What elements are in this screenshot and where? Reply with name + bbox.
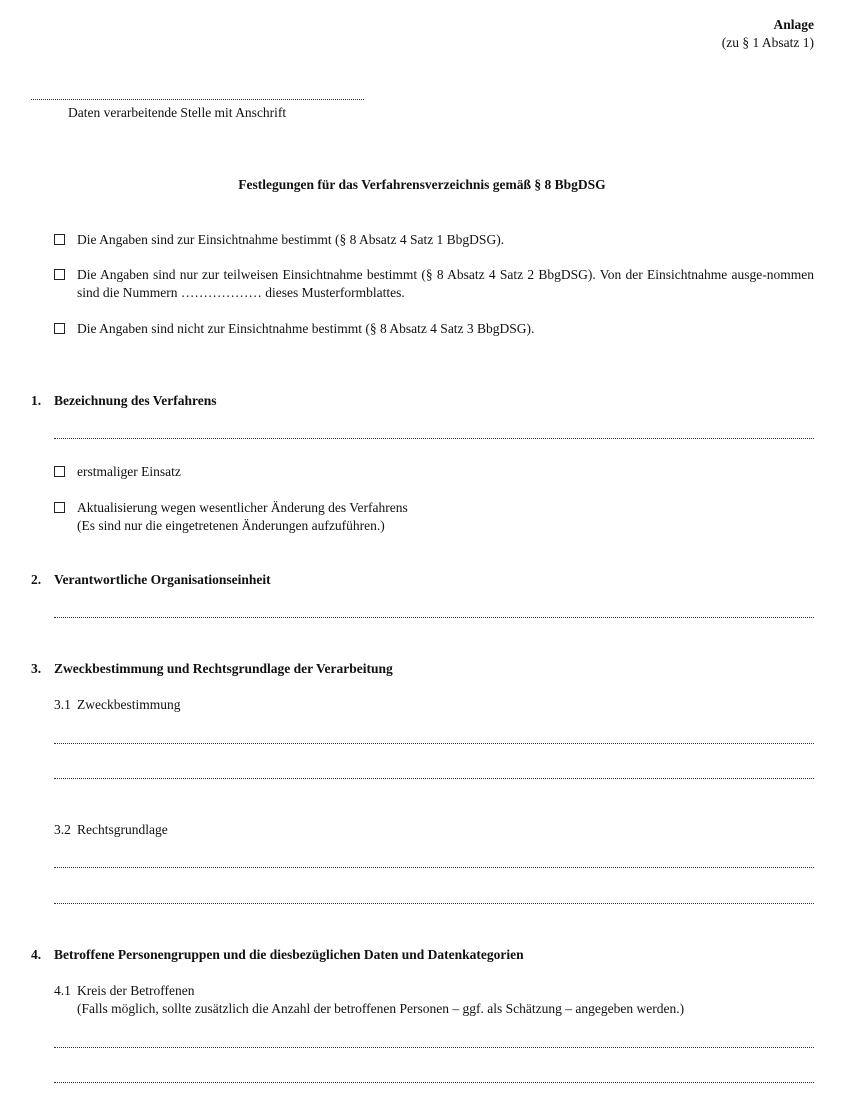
section-number: 1. — [31, 393, 42, 408]
subsection-number: 3.2 — [54, 822, 71, 837]
annex-title: Anlage — [773, 17, 814, 32]
checkbox[interactable] — [54, 323, 65, 334]
option-update — [54, 499, 814, 535]
option-full-inspection — [54, 231, 814, 249]
annex-header — [722, 16, 814, 52]
checkbox[interactable] — [54, 269, 65, 280]
subsection-title: Zweckbestimmung — [77, 697, 181, 712]
section-title: Zweckbestimmung und Rechtsgrundlage der Verarbeitung — [54, 661, 393, 676]
subsection-note: (Falls möglich, sollte zusätzlich die Anzahl der betroffenen Personen – ggf. als Schätzung – angegeben werden.) — [77, 1001, 685, 1016]
affected-persons-field-line-2[interactable] — [54, 1081, 814, 1083]
option-label: Die Angaben sind zur Einsichtnahme bestimmt (§ 8 Absatz 4 Satz 1 BbgDSG). — [77, 232, 505, 247]
section-number: 4. — [31, 947, 42, 962]
section-number: 3. — [31, 661, 42, 676]
subsection-number: 4.1 — [54, 983, 71, 998]
legal-basis-field-line-1[interactable] — [54, 866, 814, 868]
checkbox[interactable] — [54, 502, 65, 513]
subsection-title: Rechtsgrundlage — [77, 822, 168, 837]
option-label: erstmaliger Einsatz — [77, 464, 181, 479]
procedure-name-field[interactable] — [54, 437, 814, 439]
section-title: Bezeichnung des Verfahrens — [54, 393, 217, 408]
section-1-heading — [31, 392, 814, 410]
subsection-title: Kreis der Betroffenen — [77, 983, 195, 998]
affected-persons-field-line-1[interactable] — [54, 1046, 814, 1048]
sender-address-field[interactable] — [31, 89, 364, 100]
form-title: Festlegungen für das Verfahrensverzeichnis gemäß § 8 BbgDSG — [238, 177, 606, 192]
sender-caption: Daten verarbeitende Stelle mit Anschrift — [68, 105, 287, 120]
checkbox[interactable] — [54, 466, 65, 477]
section-title: Betroffene Personengruppen und die diesbezüglichen Daten und Datenkategorien — [54, 947, 524, 962]
organisation-unit-field[interactable] — [54, 616, 814, 618]
subsection-4-1 — [54, 982, 814, 1018]
annex-reference: (zu § 1 Absatz 1) — [721, 35, 814, 50]
subsection-number: 3.1 — [54, 697, 71, 712]
option-label: Die Angaben sind nur zur teilweisen Einsichtnahme bestimmt (§ 8 Absatz 4 Satz 2 BbgDSG). Von der Einsichtnahme ausge-nommen sind die Nummern ……………… dieses Musterformblattes. — [77, 267, 814, 300]
option-first-use — [54, 463, 814, 481]
legal-basis-field-line-2[interactable] — [54, 902, 814, 904]
section-number: 2. — [31, 572, 42, 587]
subsection-3-1 — [54, 696, 814, 714]
purpose-field-line-1[interactable] — [54, 742, 814, 744]
option-label: Aktualisierung wegen wesentlicher Änderung des Verfahrens — [77, 500, 408, 515]
option-no-inspection — [54, 320, 814, 338]
option-partial-inspection — [54, 266, 814, 302]
section-2-heading — [31, 571, 814, 589]
section-3-heading — [31, 660, 814, 678]
option-note: (Es sind nur die eingetretenen Änderungen aufzuführen.) — [77, 518, 385, 533]
section-4-heading — [31, 946, 814, 964]
purpose-field-line-2[interactable] — [54, 777, 814, 779]
option-label: Die Angaben sind nicht zur Einsichtnahme bestimmt (§ 8 Absatz 4 Satz 3 BbgDSG). — [77, 321, 535, 336]
section-title: Verantwortliche Organisationseinheit — [54, 572, 271, 587]
checkbox[interactable] — [54, 234, 65, 245]
subsection-3-2 — [54, 821, 814, 839]
